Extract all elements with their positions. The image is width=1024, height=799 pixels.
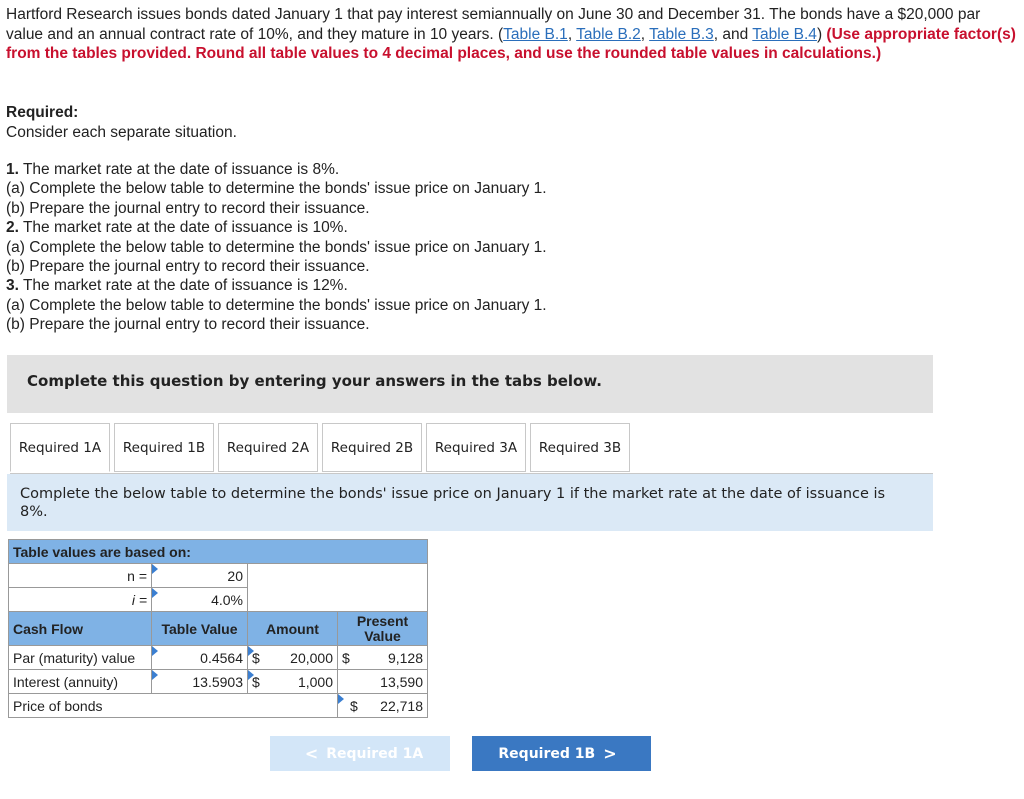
dollar-sign: $ xyxy=(342,649,350,666)
input-marker-icon xyxy=(248,670,254,680)
i-value: 4.0% xyxy=(211,591,243,608)
next-label: Required 1B xyxy=(498,745,596,762)
n-label: n = xyxy=(9,564,152,588)
tab-required-1b[interactable]: Required 1B xyxy=(114,423,214,472)
part-text: The market rate at the date of issuance is 8%. xyxy=(18,161,340,178)
required-section xyxy=(6,103,237,142)
input-marker-icon xyxy=(248,646,254,656)
price-of-bonds-value: 22,718 xyxy=(380,697,423,714)
dollar-sign: $ xyxy=(252,673,260,690)
part-number: 2. xyxy=(6,219,19,237)
header-amount: Amount xyxy=(248,612,338,646)
i-input[interactable] xyxy=(152,588,248,612)
amount-input[interactable] xyxy=(248,670,338,694)
table-value-input[interactable] xyxy=(152,670,248,694)
tab-required-3a[interactable]: Required 3A xyxy=(426,423,526,472)
table-b1-link[interactable]: Table B.1 xyxy=(503,25,568,43)
banner-text: Complete this question by entering your answers in the tabs below. xyxy=(27,372,602,390)
chevron-right-icon: > xyxy=(603,744,617,763)
amount-value: 20,000 xyxy=(290,649,333,666)
required-title: Required: xyxy=(6,104,79,121)
part-line: (a) Complete the below table to determine the bonds' issue price on January 1. xyxy=(6,180,547,198)
part-line: (b) Prepare the journal entry to record their issuance. xyxy=(6,199,370,217)
header-cash-flow: Cash Flow xyxy=(9,612,152,646)
table-row-total xyxy=(9,694,428,718)
instructions-banner xyxy=(7,355,933,413)
table-value: 13.5903 xyxy=(192,673,243,690)
row-label: Interest (annuity) xyxy=(9,670,152,694)
amount-input[interactable] xyxy=(248,646,338,670)
tab-instruction xyxy=(7,474,933,531)
part-line: (b) Prepare the journal entry to record their issuance. xyxy=(6,258,370,276)
problem-statement xyxy=(6,5,1018,64)
present-value-cell xyxy=(338,646,428,670)
part-line: (b) Prepare the journal entry to record their issuance. xyxy=(6,316,370,334)
table-row xyxy=(9,646,428,670)
empty-cell xyxy=(248,564,428,588)
table-value-input[interactable] xyxy=(152,646,248,670)
header-table-value: Table Value xyxy=(152,612,248,646)
rounding-warning: (Use appropriate factor(s) from the tables provided. Round all table values to 4 decimal places, and use the rounded table values in calculations.) xyxy=(6,25,1016,62)
amount-value: 1,000 xyxy=(297,673,333,690)
instruction-text: Complete the below table to determine the bonds' issue price on January 1 if the market rate at the date of issuance is 8%. xyxy=(20,486,886,520)
part-number: 1. xyxy=(6,161,19,178)
empty-cell xyxy=(248,588,428,612)
tab-required-2b[interactable]: Required 2B xyxy=(322,423,422,472)
chevron-left-icon: < xyxy=(304,744,319,763)
part-line xyxy=(6,276,547,295)
n-value: 20 xyxy=(227,567,243,584)
part-number: 3. xyxy=(6,277,19,295)
table-caption: Table values are based on: xyxy=(9,540,428,564)
separator: , xyxy=(567,25,577,43)
present-value: 9,128 xyxy=(387,649,423,666)
input-marker-icon xyxy=(152,670,158,680)
prev-button xyxy=(270,736,450,771)
row-label: Par (maturity) value xyxy=(9,646,152,670)
dollar-sign: $ xyxy=(350,697,358,714)
separator: , xyxy=(640,25,650,43)
required-subtitle: Consider each separate situation. xyxy=(6,123,237,141)
input-marker-icon xyxy=(338,694,344,704)
input-marker-icon xyxy=(152,646,158,656)
part-text: The market rate at the date of issuance is 10%. xyxy=(18,219,348,237)
price-of-bonds-input[interactable] xyxy=(338,694,428,718)
parts-list xyxy=(6,160,547,335)
part-line: (a) Complete the below table to determine the bonds' issue price on January 1. xyxy=(6,296,547,314)
table-b4-link[interactable]: Table B.4 xyxy=(752,25,817,43)
row-label: Price of bonds xyxy=(9,694,338,718)
n-input[interactable] xyxy=(152,564,248,588)
problem-text: Hartford Research issues bonds dated January 1 that pay interest semiannually on June 30 and December 31. The bonds have a $20,000 par value and an annual contract rate of 10%, and they mature in 10 years. ( xyxy=(6,6,981,43)
next-button[interactable] xyxy=(472,736,651,771)
i-label: i = xyxy=(9,588,152,612)
table-row xyxy=(9,670,428,694)
part-line: (a) Complete the below table to determine the bonds' issue price on January 1. xyxy=(6,238,547,256)
dollar-sign: $ xyxy=(252,649,260,666)
tab-required-1a[interactable]: Required 1A xyxy=(10,423,110,472)
tab-bar xyxy=(10,423,634,474)
header-present-value: Present Value xyxy=(338,612,428,646)
present-value-cell xyxy=(338,670,428,694)
part-line xyxy=(6,218,547,237)
part-line xyxy=(6,160,547,179)
present-value: 13,590 xyxy=(380,673,423,690)
table-value: 0.4564 xyxy=(200,649,243,666)
table-b2-link[interactable]: Table B.2 xyxy=(576,25,641,43)
input-marker-icon xyxy=(152,588,158,598)
table-b3-link[interactable]: Table B.3 xyxy=(649,25,714,43)
prev-label: Required 1A xyxy=(326,745,424,762)
part-text: The market rate at the date of issuance is 12%. xyxy=(18,277,348,295)
separator: , and xyxy=(713,25,753,43)
tab-required-2a[interactable]: Required 2A xyxy=(218,423,318,472)
problem-text-end: ) xyxy=(816,25,823,43)
bond-price-table xyxy=(8,539,428,718)
tab-required-3b[interactable]: Required 3B xyxy=(530,423,630,472)
input-marker-icon xyxy=(152,564,158,574)
